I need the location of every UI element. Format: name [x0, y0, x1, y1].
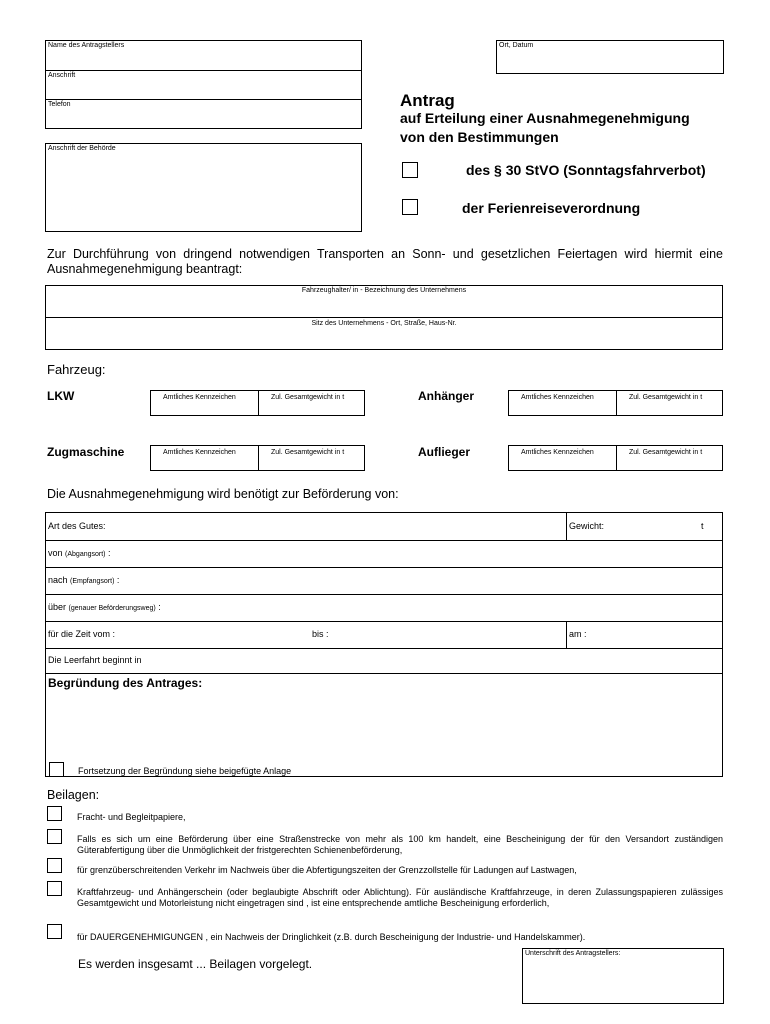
company-block	[45, 285, 723, 350]
authority-address-label: Anschrift der Behörde	[48, 145, 116, 152]
attachment-5-checkbox[interactable]	[47, 924, 62, 939]
lkw-plate-label: Amtliches Kennzeichen	[163, 394, 236, 401]
company-seat-field[interactable]	[46, 329, 722, 349]
period-from-label: für die Zeit vom :	[48, 629, 116, 639]
signature-block[interactable]	[522, 948, 724, 1004]
via-label-colon: :	[158, 602, 161, 612]
attachment-4-text: Kraftfahrzeug- und Anhängerschein (oder beglaubigte Abschrift oder Ablichtung). Für ausländische Kraftfahrzeuge, in deren Zulassungspapieren zulässiges Gesamtgewicht und Motorleistung nicht eingetragen sind , ist eine entsprechende amtliche Bescheinigung erforderlich,	[77, 887, 723, 908]
address-field[interactable]	[46, 80, 361, 98]
attachment-1-checkbox[interactable]	[47, 806, 62, 821]
attachment-5-text: für DAUERGENEHMIGUNGEN , ein Nachweis der Dringlichkeit (z.B. durch Bescheinigung der Industrie- und Handelskammer).	[77, 932, 586, 942]
anhaenger-fields[interactable]	[508, 390, 723, 416]
attachments-heading: Beilagen:	[47, 788, 100, 802]
form-subtitle-1: auf Erteilung einer Ausnahmegenehmigung	[400, 110, 690, 126]
weight-field[interactable]	[611, 514, 696, 539]
via-field[interactable]	[181, 595, 722, 620]
phone-label: Telefon	[48, 101, 71, 108]
attachment-4-checkbox[interactable]	[47, 881, 62, 896]
auflieger-fields[interactable]	[508, 445, 723, 471]
to-label-sub: (Empfangsort)	[70, 578, 115, 585]
applicant-name-field[interactable]	[46, 50, 361, 69]
anhaenger-plate-label: Amtliches Kennzeichen	[521, 394, 594, 401]
via-label-main: über	[48, 602, 67, 612]
from-label-sub: (Abgangsort)	[65, 551, 106, 558]
attachment-3-text: für grenzüberschreitenden Verkehr im Nachweis über die Abfertigungszeiten der Grenzzollstelle für Ladungen auf Lastwagen,	[77, 865, 577, 875]
empty-run-label: Die Leerfahrt beginnt in	[48, 655, 142, 665]
signature-label: Unterschrift des Antragstellers:	[525, 950, 621, 957]
attachment-2-checkbox[interactable]	[47, 829, 62, 844]
auflieger-label: Auflieger	[418, 445, 471, 459]
company-holder-field[interactable]	[46, 296, 722, 316]
to-label-colon: :	[116, 575, 120, 585]
zugmaschine-fields[interactable]	[150, 445, 365, 471]
attachment-2-text: Falls es sich um eine Beförderung über eine Straßenstrecke von mehr als 100 km handelt, eine Bescheinigung der für den Versandort zuständigen Güterabfertigung über die Unmöglichkeit der fristgerechten Schienenbeförderung,	[77, 834, 723, 855]
address-label: Anschrift	[48, 72, 76, 79]
option-ferienreiseverordnung-checkbox[interactable]	[402, 199, 418, 215]
via-label	[48, 602, 161, 612]
transport-heading: Die Ausnahmegenehmigung wird benötigt zur Beförderung von:	[47, 487, 399, 501]
option-sonntagsfahrverbot-checkbox[interactable]	[402, 162, 418, 178]
form-title: Antrag	[400, 91, 455, 110]
zugmaschine-weight-label: Zul. Gesamtgewicht in t	[271, 449, 345, 456]
empty-run-field[interactable]	[158, 649, 722, 672]
intro-text: Zur Durchführung von dringend notwendigen Transporten an Sonn- und gesetzlichen Feiertagen wird hiermit eine Ausnahmegenehmigung beantragt:	[47, 247, 723, 276]
transport-table	[45, 512, 723, 777]
lkw-weight-label: Zul. Gesamtgewicht in t	[271, 394, 345, 401]
from-label-main: von	[48, 548, 63, 558]
on-date-label: am :	[569, 629, 587, 639]
from-field[interactable]	[126, 541, 722, 566]
company-seat-label: Sitz des Unternehmens - Ort, Straße, Haus-Nr.	[311, 320, 457, 327]
attachment-3-checkbox[interactable]	[47, 858, 62, 873]
period-to-field[interactable]	[336, 622, 564, 647]
to-label-main: nach	[48, 575, 68, 585]
attachments-total: Es werden insgesamt ... Beilagen vorgelegt.	[78, 957, 313, 971]
via-label-sub: (genauer Beförderungsweg)	[68, 605, 156, 612]
option-sonntagsfahrverbot-label: des § 30 StVO (Sonntagsfahrverbot)	[466, 162, 706, 178]
to-label	[48, 575, 119, 585]
continuation-checkbox[interactable]	[49, 762, 64, 777]
place-date-block[interactable]	[496, 40, 724, 74]
lkw-label: LKW	[47, 389, 75, 403]
weight-unit: t	[701, 521, 704, 531]
company-holder-label: Fahrzeughalter/ in - Bezeichnung des Unternehmens	[301, 287, 467, 294]
place-date-label: Ort, Datum	[499, 42, 534, 49]
vehicle-heading: Fahrzeug:	[47, 362, 106, 377]
zugmaschine-plate-label: Amtliches Kennzeichen	[163, 449, 236, 456]
option-ferienreiseverordnung-label: der Ferienreiseverordnung	[462, 200, 641, 216]
applicant-name-label: Name des Antragstellers	[48, 42, 125, 49]
from-label	[48, 548, 111, 558]
weight-label: Gewicht:	[569, 521, 605, 531]
phone-field[interactable]	[46, 109, 361, 128]
anhaenger-weight-label: Zul. Gesamtgewicht in t	[629, 394, 703, 401]
to-field[interactable]	[136, 568, 722, 593]
zugmaschine-label: Zugmaschine	[47, 445, 125, 459]
attachment-1-text: Fracht- und Begleitpapiere,	[77, 812, 186, 822]
on-date-field[interactable]	[591, 622, 722, 647]
reason-field[interactable]	[48, 693, 722, 759]
continuation-label: Fortsetzung der Begründung siehe beigefügte Anlage	[78, 766, 292, 776]
anhaenger-label: Anhänger	[418, 389, 475, 403]
period-from-field[interactable]	[131, 622, 306, 647]
period-to-label: bis :	[312, 629, 329, 639]
authority-address-block[interactable]	[45, 143, 362, 232]
applicant-info-block	[45, 40, 362, 129]
goods-label: Art des Gutes:	[48, 521, 106, 531]
goods-field[interactable]	[116, 514, 564, 539]
auflieger-weight-label: Zul. Gesamtgewicht in t	[629, 449, 703, 456]
lkw-fields[interactable]	[150, 390, 365, 416]
auflieger-plate-label: Amtliches Kennzeichen	[521, 449, 594, 456]
reason-heading: Begründung des Antrages:	[48, 676, 203, 690]
form-subtitle-2: von den Bestimmungen	[400, 129, 559, 145]
from-label-colon: :	[108, 548, 111, 558]
